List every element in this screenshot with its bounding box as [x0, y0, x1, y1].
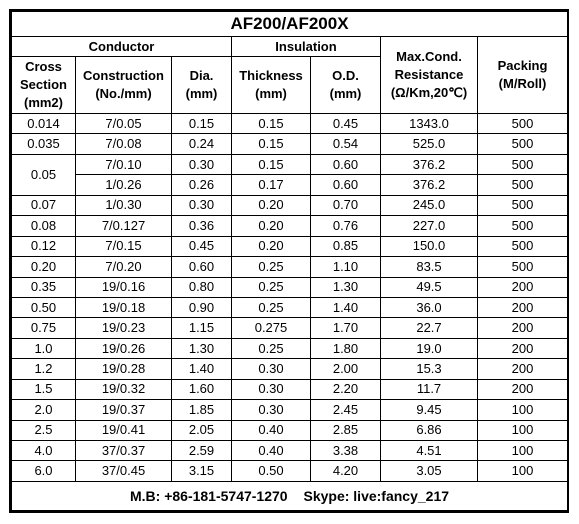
dia-cell: 1.60: [172, 379, 232, 399]
thickness-cell: 0.25: [232, 338, 311, 358]
construction-cell: 7/0.127: [76, 216, 172, 236]
resistance-header-line-1: Max.Cond.: [396, 49, 462, 64]
dia-header: [172, 57, 232, 114]
table-row: [12, 195, 568, 215]
dia-cell: 1.30: [172, 338, 232, 358]
thickness-cell: 0.40: [232, 420, 311, 440]
table-row: [12, 420, 568, 440]
construction-cell: 7/0.08: [76, 134, 172, 154]
resistance-header-line-2: Resistance: [394, 67, 464, 82]
thickness-header: [232, 57, 311, 114]
resistance-cell: 525.0: [381, 134, 478, 154]
thickness-cell: 0.30: [232, 400, 311, 420]
construction-cell: 19/0.28: [76, 359, 172, 379]
od-cell: 2.85: [311, 420, 381, 440]
dia-cell: 0.80: [172, 277, 232, 297]
table-row: [12, 134, 568, 154]
construction-cell: 1/0.30: [76, 195, 172, 215]
thickness-cell: 0.275: [232, 318, 311, 338]
cross-section-cell: 1.5: [12, 379, 76, 399]
cross-section-cell: 0.035: [12, 134, 76, 154]
thickness-cell: 0.15: [232, 154, 311, 174]
packing-cell: 500: [478, 154, 568, 174]
resistance-cell: 245.0: [381, 195, 478, 215]
packing-cell: 100: [478, 400, 568, 420]
construction-cell: 19/0.26: [76, 338, 172, 358]
cross-section-cell: 0.014: [12, 114, 76, 134]
packing-cell: 500: [478, 216, 568, 236]
construction-cell: 37/0.37: [76, 441, 172, 461]
packing-cell: 500: [478, 257, 568, 277]
cross-section-header-line-3: (mm2): [23, 95, 63, 110]
dia-cell: 1.85: [172, 400, 232, 420]
cross-section-cell: 0.35: [12, 277, 76, 297]
cross-section-cell: 0.75: [12, 318, 76, 338]
resistance-cell: 83.5: [381, 257, 478, 277]
dia-cell: 0.26: [172, 175, 232, 195]
cross-section-cell: 0.05: [12, 154, 76, 195]
construction-cell: 7/0.20: [76, 257, 172, 277]
resistance-cell: 49.5: [381, 277, 478, 297]
od-cell: 2.45: [311, 400, 381, 420]
construction-cell: 19/0.41: [76, 420, 172, 440]
packing-cell: 200: [478, 359, 568, 379]
cross-section-cell: 0.12: [12, 236, 76, 256]
table-row: [12, 461, 568, 482]
packing-header: [478, 37, 568, 114]
resistance-cell: 11.7: [381, 379, 478, 399]
thickness-header-line-2: (mm): [255, 86, 287, 101]
resistance-cell: 19.0: [381, 338, 478, 358]
resistance-cell: 4.51: [381, 441, 478, 461]
cross-section-cell: 0.08: [12, 216, 76, 236]
od-cell: 0.54: [311, 134, 381, 154]
resistance-cell: 36.0: [381, 297, 478, 317]
packing-header-line-2: (M/Roll): [498, 76, 547, 91]
thickness-cell: 0.25: [232, 277, 311, 297]
cross-section-cell: 1.2: [12, 359, 76, 379]
spec-sheet: [9, 9, 569, 513]
packing-cell: 500: [478, 195, 568, 215]
resistance-cell: 1343.0: [381, 114, 478, 134]
od-cell: 1.10: [311, 257, 381, 277]
contact-footer: [12, 482, 568, 511]
thickness-cell: 0.30: [232, 379, 311, 399]
table-row: [12, 338, 568, 358]
packing-cell: 100: [478, 461, 568, 482]
resistance-cell: 6.86: [381, 420, 478, 440]
construction-cell: 19/0.23: [76, 318, 172, 338]
cross-section-header: [12, 57, 76, 114]
resistance-header: [381, 37, 478, 114]
dia-cell: 0.36: [172, 216, 232, 236]
od-cell: 4.20: [311, 461, 381, 482]
construction-cell: 19/0.16: [76, 277, 172, 297]
resistance-cell: 3.05: [381, 461, 478, 482]
dia-cell: 0.15: [172, 114, 232, 134]
od-cell: 0.76: [311, 216, 381, 236]
thickness-cell: 0.17: [232, 175, 311, 195]
resistance-cell: 15.3: [381, 359, 478, 379]
packing-cell: 200: [478, 277, 568, 297]
cross-section-cell: 0.20: [12, 257, 76, 277]
table-body: [12, 114, 568, 482]
packing-cell: 500: [478, 175, 568, 195]
table-row: [12, 379, 568, 399]
table-row: [12, 114, 568, 134]
cross-section-cell: 0.50: [12, 297, 76, 317]
dia-cell: 3.15: [172, 461, 232, 482]
dia-header-line-2: (mm): [185, 86, 218, 101]
thickness-header-line-1: Thickness: [239, 68, 303, 83]
construction-cell: 1/0.26: [76, 175, 172, 195]
od-header-line-2: (mm): [329, 86, 362, 101]
thickness-cell: 0.50: [232, 461, 311, 482]
packing-cell: 500: [478, 134, 568, 154]
resistance-cell: 227.0: [381, 216, 478, 236]
od-cell: 1.80: [311, 338, 381, 358]
dia-cell: 1.40: [172, 359, 232, 379]
construction-cell: 19/0.18: [76, 297, 172, 317]
construction-cell: 7/0.10: [76, 154, 172, 174]
table-row: [12, 216, 568, 236]
od-header: [311, 57, 381, 114]
thickness-cell: 0.40: [232, 441, 311, 461]
table-row: [12, 441, 568, 461]
thickness-cell: 0.15: [232, 134, 311, 154]
table-row: [12, 175, 568, 195]
construction-header: [76, 57, 172, 114]
od-cell: 0.60: [311, 175, 381, 195]
thickness-cell: 0.15: [232, 114, 311, 134]
table-row: [12, 236, 568, 256]
construction-header-line-2: (No./mm): [95, 86, 152, 101]
table-row: [12, 154, 568, 174]
dia-cell: 0.24: [172, 134, 232, 154]
thickness-cell: 0.20: [232, 216, 311, 236]
packing-cell: 200: [478, 379, 568, 399]
od-cell: 0.70: [311, 195, 381, 215]
thickness-cell: 0.20: [232, 195, 311, 215]
cross-section-cell: 4.0: [12, 441, 76, 461]
phone-number: M.B: +86-181-5747-1270: [129, 488, 288, 504]
od-cell: 2.00: [311, 359, 381, 379]
construction-header-line-1: Construction: [83, 68, 164, 83]
thickness-cell: 0.30: [232, 359, 311, 379]
table-row: [12, 318, 568, 338]
od-cell: 1.70: [311, 318, 381, 338]
packing-cell: 500: [478, 114, 568, 134]
skype-id: Skype: live:fancy_217: [303, 488, 450, 504]
table-row: [12, 277, 568, 297]
packing-cell: 200: [478, 318, 568, 338]
dia-cell: 0.45: [172, 236, 232, 256]
packing-cell: 200: [478, 338, 568, 358]
table-row: [12, 297, 568, 317]
od-cell: 1.40: [311, 297, 381, 317]
cross-section-cell: 2.5: [12, 420, 76, 440]
packing-cell: 100: [478, 441, 568, 461]
thickness-cell: 0.20: [232, 236, 311, 256]
dia-cell: 0.60: [172, 257, 232, 277]
cross-section-cell: 1.0: [12, 338, 76, 358]
table-row: [12, 359, 568, 379]
dia-header-line-1: Dia.: [189, 68, 214, 83]
insulation-group-header: Insulation: [232, 37, 381, 57]
od-cell: 1.30: [311, 277, 381, 297]
od-header-line-1: O.D.: [332, 68, 359, 83]
od-cell: 2.20: [311, 379, 381, 399]
table-row: [12, 400, 568, 420]
construction-cell: 19/0.37: [76, 400, 172, 420]
resistance-cell: 9.45: [381, 400, 478, 420]
resistance-header-line-3: (Ω/Km,20℃): [390, 85, 468, 100]
od-cell: 0.85: [311, 236, 381, 256]
dia-cell: 2.05: [172, 420, 232, 440]
thickness-cell: 0.25: [232, 257, 311, 277]
construction-cell: 7/0.15: [76, 236, 172, 256]
cross-section-cell: 0.07: [12, 195, 76, 215]
od-cell: 3.38: [311, 441, 381, 461]
dia-cell: 1.15: [172, 318, 232, 338]
cross-section-cell: 6.0: [12, 461, 76, 482]
resistance-cell: 376.2: [381, 175, 478, 195]
od-cell: 0.45: [311, 114, 381, 134]
resistance-cell: 376.2: [381, 154, 478, 174]
dia-cell: 0.30: [172, 154, 232, 174]
thickness-cell: 0.25: [232, 297, 311, 317]
dia-cell: 0.30: [172, 195, 232, 215]
construction-cell: 37/0.45: [76, 461, 172, 482]
conductor-group-header: Conductor: [12, 37, 232, 57]
construction-cell: 19/0.32: [76, 379, 172, 399]
spec-table: [11, 11, 568, 511]
od-cell: 0.60: [311, 154, 381, 174]
table-row: [12, 257, 568, 277]
cross-section-header-line-1: Cross: [25, 59, 62, 74]
packing-header-line-1: Packing: [497, 58, 548, 73]
resistance-cell: 22.7: [381, 318, 478, 338]
resistance-cell: 150.0: [381, 236, 478, 256]
dia-cell: 2.59: [172, 441, 232, 461]
cross-section-header-line-2: Section: [20, 77, 67, 92]
dia-cell: 0.90: [172, 297, 232, 317]
construction-cell: 7/0.05: [76, 114, 172, 134]
cross-section-cell: 2.0: [12, 400, 76, 420]
packing-cell: 500: [478, 236, 568, 256]
packing-cell: 100: [478, 420, 568, 440]
table-title: AF200/AF200X: [12, 12, 568, 37]
packing-cell: 200: [478, 297, 568, 317]
